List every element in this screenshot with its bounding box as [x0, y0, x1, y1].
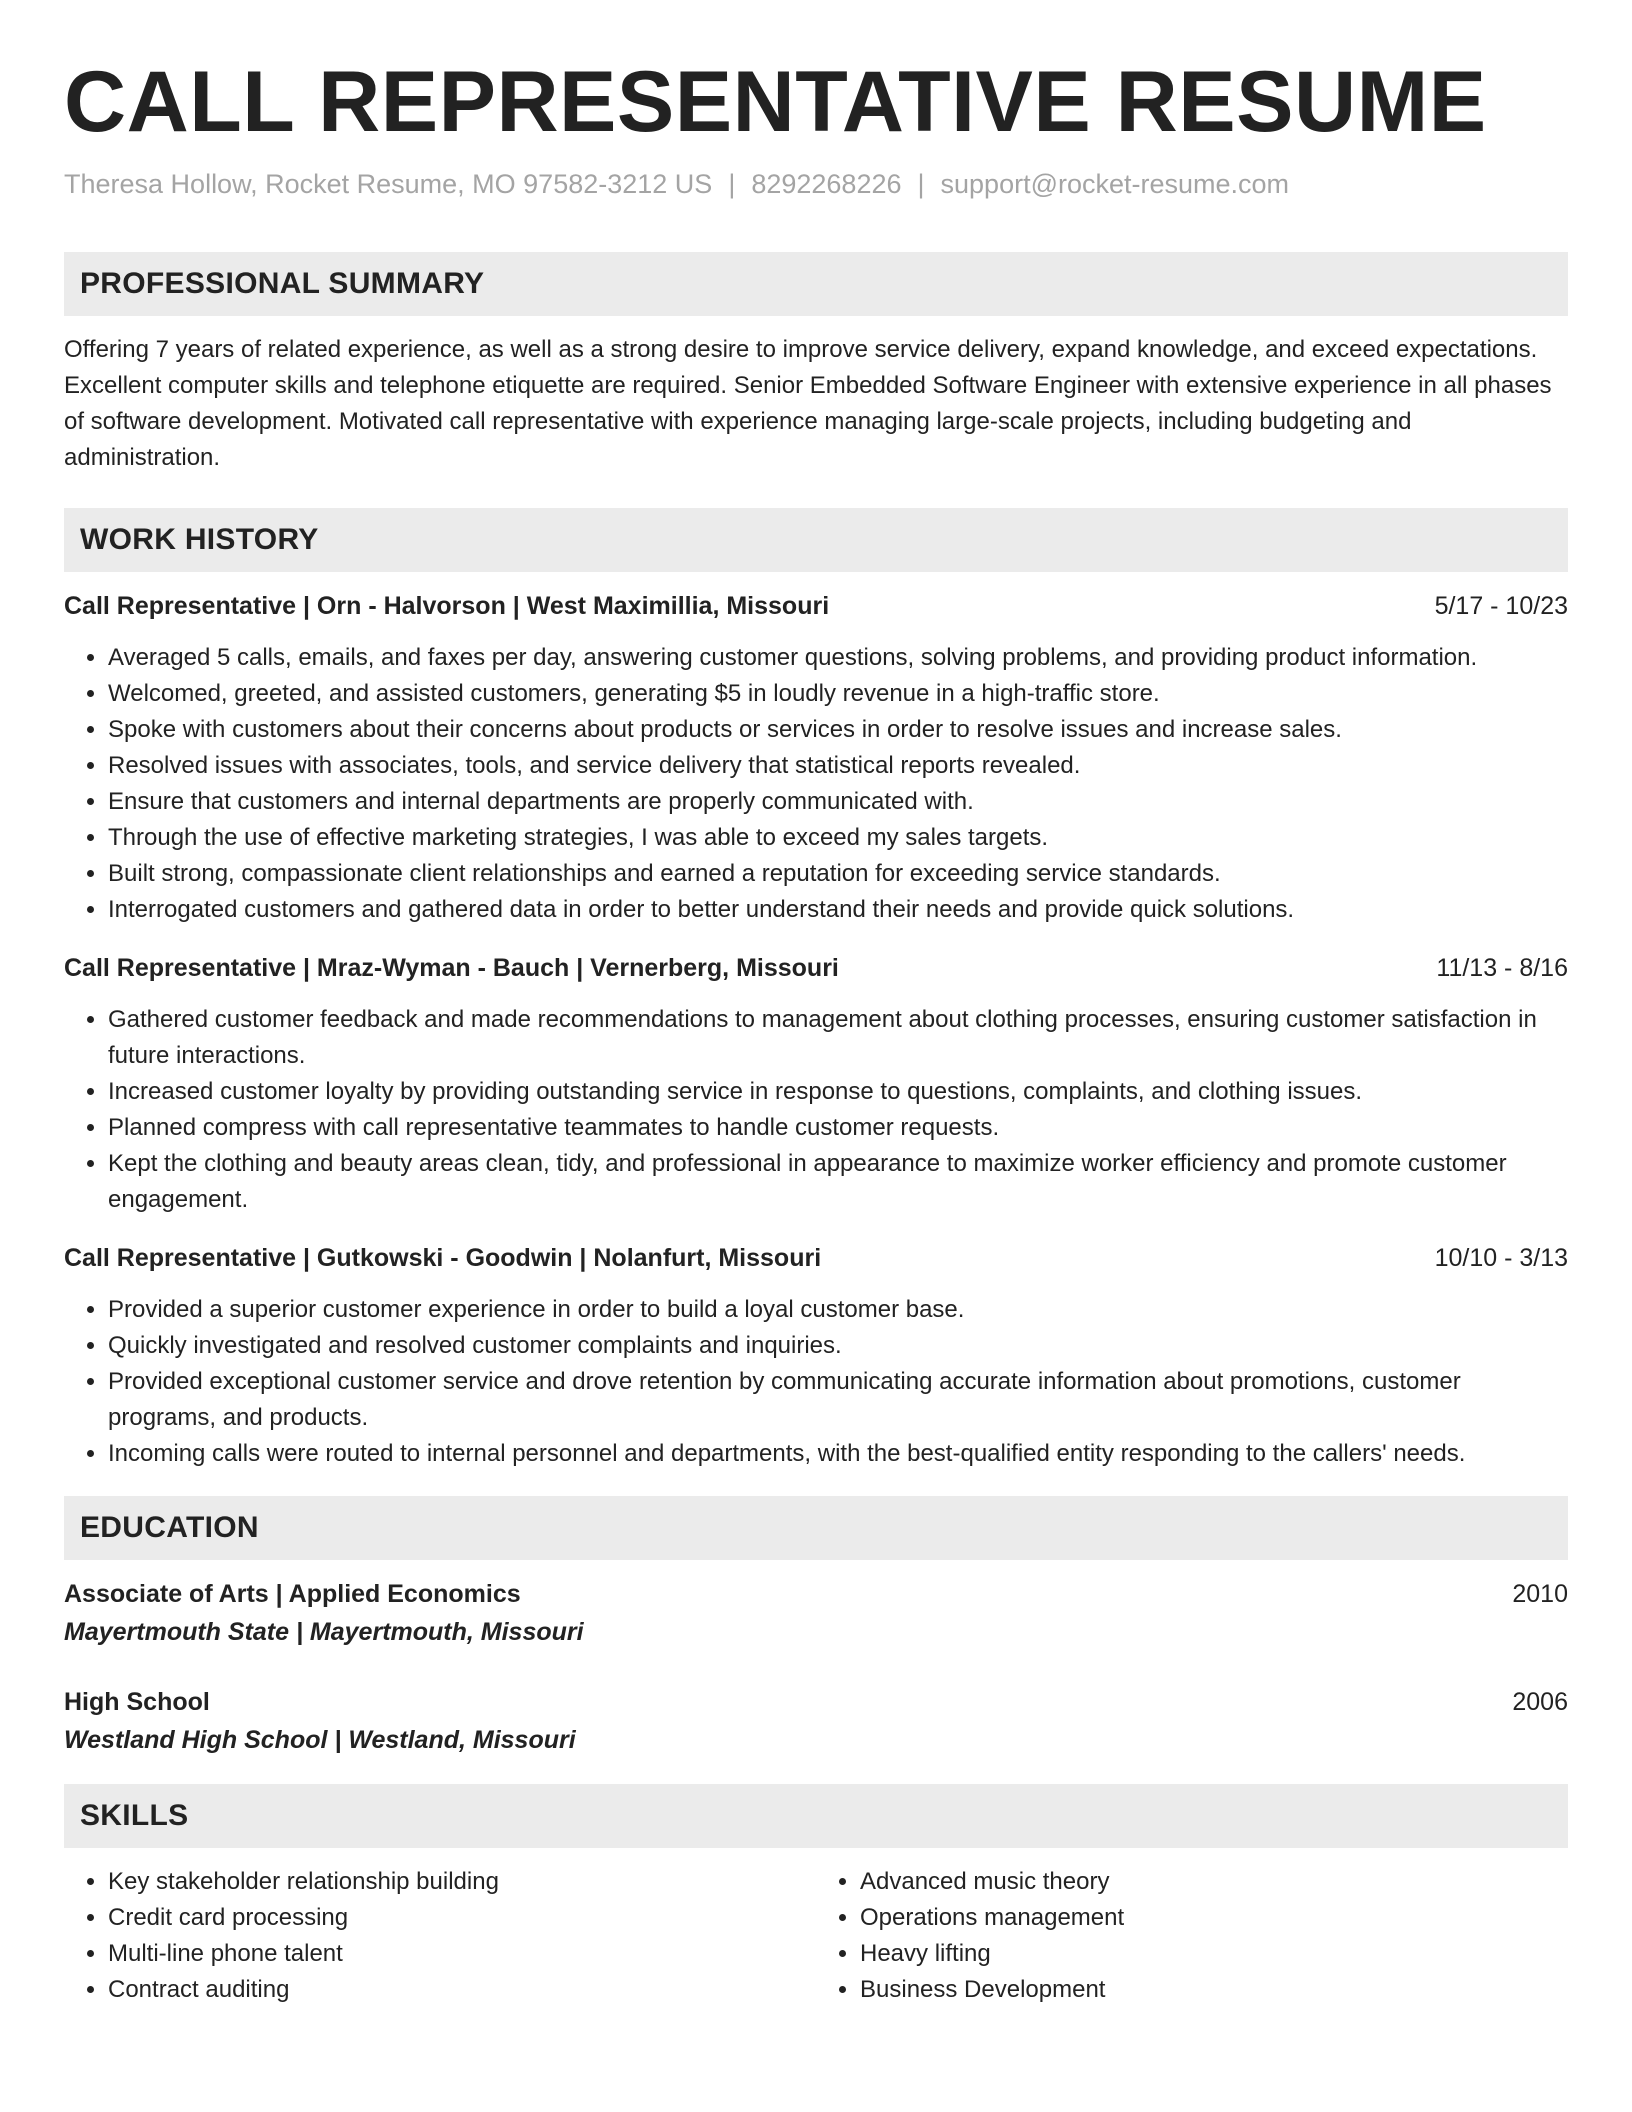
- job-bullets: [64, 1002, 1568, 1218]
- section-header-summary: PROFESSIONAL SUMMARY: [64, 252, 1568, 316]
- job-header: [64, 1240, 1568, 1276]
- job-entry: [64, 588, 1568, 928]
- job-bullet: • Incoming calls were routed to internal personnel and departments, with the best-qualified entity responding to the callers' needs.: [108, 1436, 1568, 1472]
- contact-line: [64, 166, 1568, 202]
- job-bullet: • Provided a superior customer experience in order to build a loyal customer base.: [108, 1292, 1568, 1328]
- skill-item: • Contract auditing: [108, 1972, 816, 2008]
- education-degree: High School: [64, 1688, 210, 1716]
- job-bullet: • Spoke with customers about their concerns about products or services in order to resolve issues and increase sales.: [108, 712, 1568, 748]
- job-bullet: • Interrogated customers and gathered data in order to better understand their needs and provide quick solutions.: [108, 892, 1568, 928]
- job-bullet: • Kept the clothing and beauty areas clean, tidy, and professional in appearance to maximize worker efficiency and promote customer engagement.: [108, 1146, 1568, 1218]
- skill-item: • Business Development: [860, 1972, 1568, 2008]
- job-dates: 11/13 - 8/16: [1436, 954, 1568, 982]
- job-header: [64, 950, 1568, 986]
- education-year: 2006: [1512, 1688, 1568, 1716]
- section-header-work-history: WORK HISTORY: [64, 508, 1568, 572]
- skill-item: • Operations management: [860, 1900, 1568, 1936]
- job-bullet: • Planned compress with call representative teammates to handle customer requests.: [108, 1110, 1568, 1146]
- skill-item: • Credit card processing: [108, 1900, 816, 1936]
- education-header: [64, 1684, 1568, 1720]
- job-bullet: • Gathered customer feedback and made recommendations to management about clothing processes, ensuring customer satisfaction in future interactions.: [108, 1002, 1568, 1074]
- job-bullet: • Quickly investigated and resolved customer complaints and inquiries.: [108, 1328, 1568, 1364]
- education-entry: [64, 1576, 1568, 1652]
- education-degree: Associate of Arts | Applied Economics: [64, 1580, 521, 1608]
- contact-address: Theresa Hollow, Rocket Resume, MO 97582-3212 US: [64, 169, 713, 199]
- job-bullet: • Provided exceptional customer service and drove retention by communicating accurate information about promotions, customer programs, and products.: [108, 1364, 1568, 1436]
- job-header: [64, 588, 1568, 624]
- skills-list-left: [64, 1864, 816, 2008]
- job-bullets: [64, 1292, 1568, 1472]
- contact-separator: |: [728, 169, 736, 199]
- contact-email: support@rocket-resume.com: [940, 169, 1290, 199]
- section-header-skills: SKILLS: [64, 1784, 1568, 1848]
- resume-title: CALL REPRESENTATIVE RESUME: [64, 54, 1487, 150]
- job-bullet: • Resolved issues with associates, tools, and service delivery that statistical reports revealed.: [108, 748, 1568, 784]
- education-year: 2010: [1512, 1580, 1568, 1608]
- skill-item: • Multi-line phone talent: [108, 1936, 816, 1972]
- job-entry: [64, 950, 1568, 1218]
- contact-separator: |: [917, 169, 925, 199]
- skills-columns: [64, 1864, 1568, 2008]
- job-entry: [64, 1240, 1568, 1472]
- job-title: Call Representative | Gutkowski - Goodwin | Nolanfurt, Missouri: [64, 1244, 822, 1272]
- job-dates: 5/17 - 10/23: [1434, 592, 1568, 620]
- skill-item: • Heavy lifting: [860, 1936, 1568, 1972]
- job-bullet: • Welcomed, greeted, and assisted customers, generating $5 in loudly revenue in a high-traffic store.: [108, 676, 1568, 712]
- education-school: Westland High School | Westland, Missouri: [64, 1726, 576, 1754]
- job-title: Call Representative | Orn - Halvorson | West Maximillia, Missouri: [64, 592, 830, 620]
- job-bullet: • Increased customer loyalty by providing outstanding service in response to questions, complaints, and clothing issues.: [108, 1074, 1568, 1110]
- section-header-education: EDUCATION: [64, 1496, 1568, 1560]
- education-entry: [64, 1684, 1568, 1760]
- education-school: Mayertmouth State | Mayertmouth, Missouri: [64, 1618, 584, 1646]
- job-bullet: • Averaged 5 calls, emails, and faxes per day, answering customer questions, solving problems, and providing product information.: [108, 640, 1568, 676]
- skill-item: • Advanced music theory: [860, 1864, 1568, 1900]
- job-bullet: • Ensure that customers and internal departments are properly communicated with.: [108, 784, 1568, 820]
- job-bullets: [64, 640, 1568, 928]
- contact-phone: 8292268226: [751, 169, 902, 199]
- summary-text: Offering 7 years of related experience, as well as a strong desire to improve service delivery, expand knowledge, and exceed expectations. Excellent computer skills and telephone etiquette are required. Senior Embedded Software Engineer with extensive experience in all phases of software development. Motivated call representative with experience managing large-scale projects, including budgeting and administration.: [64, 336, 1552, 471]
- job-dates: 10/10 - 3/13: [1434, 1244, 1568, 1272]
- job-title: Call Representative | Mraz-Wyman - Bauch | Vernerberg, Missouri: [64, 954, 839, 982]
- skills-list-right: [816, 1864, 1568, 2008]
- skill-item: • Key stakeholder relationship building: [108, 1864, 816, 1900]
- job-bullet: • Through the use of effective marketing strategies, I was able to exceed my sales targets.: [108, 820, 1568, 856]
- education-header: [64, 1576, 1568, 1612]
- job-bullet: • Built strong, compassionate client relationships and earned a reputation for exceeding service standards.: [108, 856, 1568, 892]
